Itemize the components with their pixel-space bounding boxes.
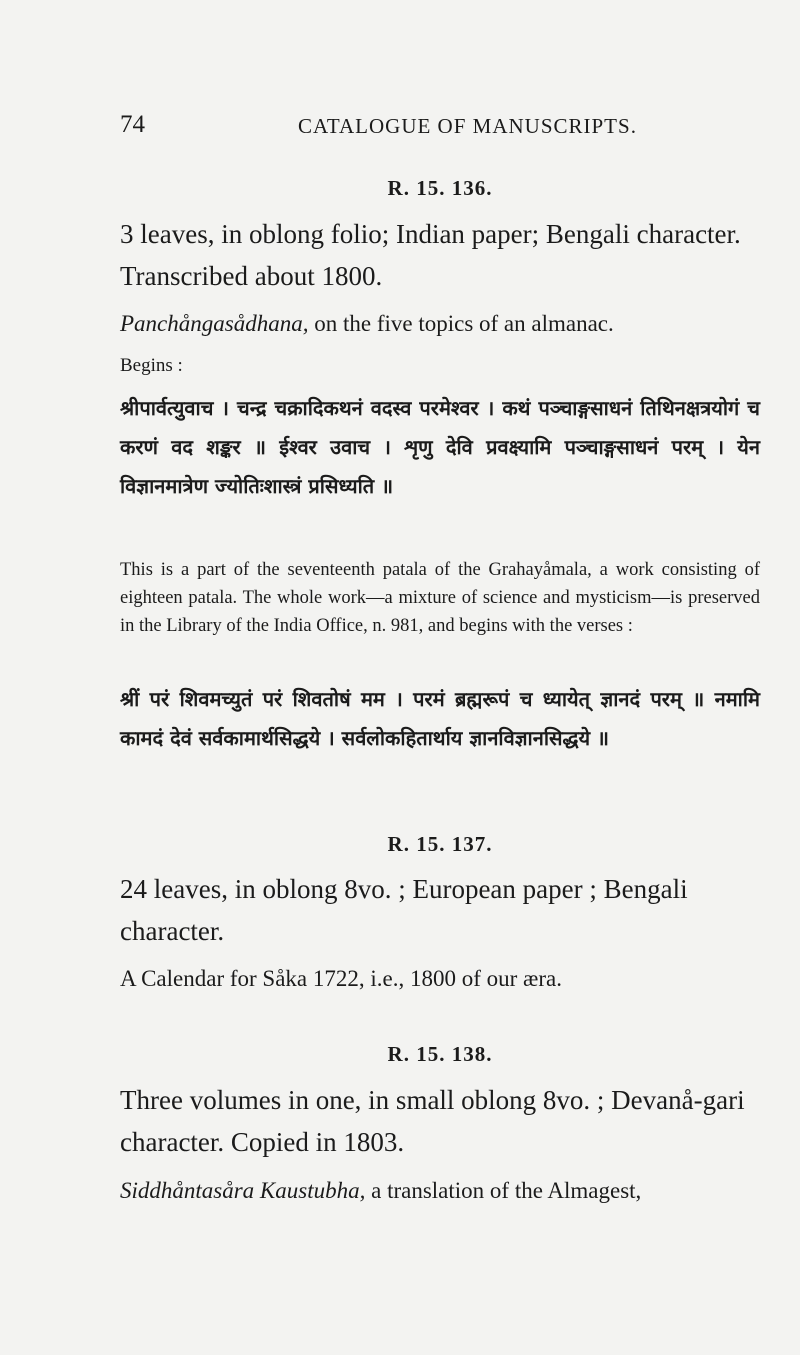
- entry-description: Three volumes in one, in small oblong 8vo. ; Devanå-gari character. Copied in 1803.: [120, 1085, 745, 1157]
- entry-note: This is a part of the seventeenth patala of the Grahayåmala, a work consisting of eighteen patala. The whole work—a mixture of science and mysticism—is preserved in the Library of the India Office, n. 981, and begins with the verses :: [120, 560, 760, 636]
- entry-description: 24 leaves, in oblong 8vo. ; European paper ; Bengali character.: [120, 874, 688, 946]
- entry-id-r15-138: R. 15. 138.: [387, 1042, 493, 1066]
- page-header: [120, 111, 760, 143]
- work-title: Siddhåntasåra Kaustubha,: [120, 1178, 366, 1203]
- entry-text: [120, 962, 760, 996]
- sanskrit-verses: श्रीं परं शिवमच्युतं परं शिवतोषं मम । परमं ब्रह्मरूपं च ध्यायेत् ज्ञानदं परम् ॥ नमामि कामदं देवं सर्वकामार्थसिद्धये । सर्वलोकहितार्थाय ज्ञानविज्ञानसिद्धये ॥: [120, 687, 760, 750]
- page-number: 74: [120, 111, 145, 138]
- entry-id-r15-136: R. 15. 136.: [387, 176, 493, 200]
- running-title: CATALOGUE OF MANUSCRIPTS.: [298, 114, 637, 138]
- sanskrit-incipit: श्रीपार्वत्युवाच । चन्द्र चक्रादिकथनं वदस्व परमेश्वर । कथं पञ्चाङ्गसाधनं तिथिनक्षत्रयोगं च करणं वद शङ्कर ॥ ईश्वर उवाच । शृणु देवि प्रवक्ष्यामि पञ्चाङ्गसाधनं परम् । येन विज्ञानमात्रेण ज्योतिःशास्त्रं प्रसिध्यति ॥: [120, 396, 760, 498]
- entry-title-line: [120, 307, 760, 341]
- work-title: Panchångasådhana,: [120, 311, 309, 336]
- entry-description: 3 leaves, in oblong folio; Indian paper; Bengali character. Transcribed about 1800.: [120, 219, 741, 291]
- calendar-note: A Calendar for Såka 1722, i.e., 1800 of our æra.: [120, 966, 563, 991]
- entry-title-line: [120, 1174, 760, 1208]
- work-title-gloss: a translation of the Almagest,: [365, 1178, 642, 1203]
- begins-label: Begins :: [120, 355, 183, 376]
- work-title-gloss: on the five topics of an almanac.: [308, 311, 614, 336]
- entry-id-r15-137: R. 15. 137.: [387, 832, 493, 856]
